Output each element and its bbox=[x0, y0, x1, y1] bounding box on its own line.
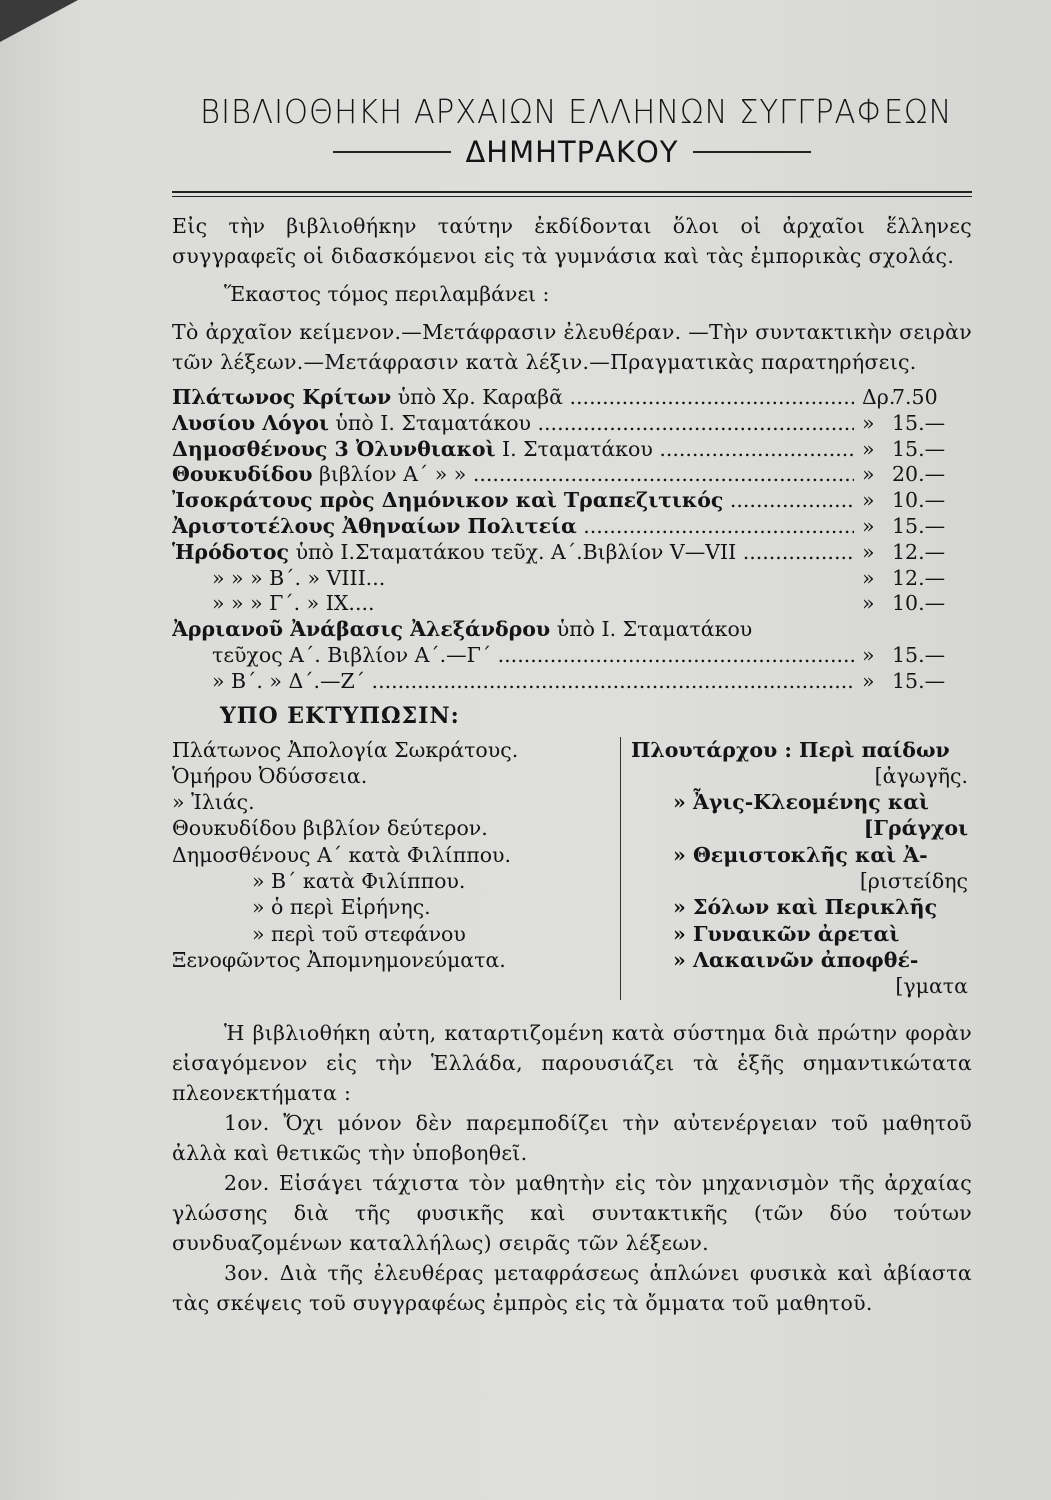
list-item: » Θεμιστοκλῆς καὶ Ἀ- bbox=[673, 842, 928, 867]
catalog-row: Ἡρόδοτος ὑπὸ Ι.Σταματάκου τεῦχ. Α΄.Βιβλίον V—VII ..... » 12.— bbox=[172, 540, 972, 566]
publisher-line bbox=[172, 135, 972, 169]
list-item: Πλάτωνος Ἀπολογία Σωκράτους. bbox=[172, 737, 519, 762]
dark-corner-mark bbox=[0, 0, 78, 42]
in-print-right-column bbox=[621, 737, 972, 1000]
contents-paragraph: Τὸ ἀρχαῖον κείμενον.—Μετάφρασιν ἐλευθέραν. —Τὴν συντακτικὴν σειρὰν τῶν λέξεων.—Μετάφρασιν κατὰ λέξιν.—Πραγματικὰς παρατηρήσεις. bbox=[172, 320, 972, 374]
list-item: Δημοσθένους Α΄ κατὰ Φιλίππου. bbox=[172, 842, 512, 867]
list-item: » ὁ περὶ Εἰρήνης. bbox=[252, 895, 431, 920]
left-dash bbox=[333, 151, 451, 153]
series-title: ΒΙΒΛΙΟΘΗΚΗ ΑΡΧΑΙΩΝ ΕΛΛΗΝΩΝ ΣΥΓΓΡΑΦΕΩΝ bbox=[200, 92, 953, 131]
catalog-list bbox=[172, 385, 972, 695]
catalog-row: Πλάτωνος Κρίτων ὑπὸ Χρ. Καραβᾶ ..... Δρ. 7.50 bbox=[172, 385, 972, 411]
list-item: [ἀγωγῆς. bbox=[874, 763, 968, 788]
list-item: Ξενοφῶντος Ἀπομνημονεύματα. bbox=[172, 947, 506, 972]
intro-paragraph: Εἰς τὴν βιβλιοθήκην ταύτην ἐκδίδονται ὅλοι οἱ ἀρχαῖοι ἕλληνες συγγραφεῖς οἱ διδασκόμενοι εἰς τὰ γυμνάσια καὶ τὰς ἐμπορικὰς σχολάς. bbox=[172, 214, 972, 268]
list-item: [γματα bbox=[895, 974, 968, 999]
publisher-name: ΔΗΜΗΤΡΑΚΟΥ bbox=[465, 135, 679, 169]
in-print-left-column bbox=[172, 737, 621, 1000]
list-item: Θουκυδίδου βιβλίον δεύτερον. bbox=[172, 816, 488, 841]
catalog-row: τεῦχος Α΄. Βιβλίον Α΄.—Γ΄ ..... » 15.— bbox=[172, 643, 972, 669]
benefits-intro: Ἡ βιβλιοθήκη αὐτη, καταρτιζομένη κατὰ σύστημα διὰ πρώτην φορὰν εἰσαγόμενον εἰς τὴν Ἑλλάδα, παρουσιάζει τὰ ἑξῆς σημαντικώτατα πλεονεκτήματα : bbox=[172, 1020, 972, 1105]
list-item: » Ἆγις-Κλεομένης καὶ bbox=[673, 790, 929, 815]
list-item: » Σόλων καὶ Περικλῆς bbox=[673, 895, 938, 920]
catalog-row: » Β΄. » Δ΄.—Ζ΄ ..... » 15.— bbox=[172, 669, 972, 695]
list-item: [Γράγχοι bbox=[863, 816, 968, 841]
document-body bbox=[172, 92, 972, 1318]
catalog-row: Θουκυδίδου βιβλίον Α΄ » » ..... » 20.— bbox=[172, 462, 972, 488]
benefit-3: 3ον. Διὰ τῆς ἐλευθέρας μεταφράσεως ἁπλώνει φυσικὰ καὶ ἀβίαστα τὰς σκέψεις τοῦ συγγραφέως ἐμπρὸς εἰς τὰ ὄμματα τοῦ μαθητοῦ. bbox=[172, 1260, 972, 1315]
list-item: Ὁμήρου Ὀδύσσεια. bbox=[172, 763, 368, 788]
catalog-row: » » » Β΄. » VIII... » 12.— bbox=[212, 565, 946, 590]
right-dash bbox=[693, 151, 811, 153]
catalog-row: Λυσίου Λόγοι ὑπὸ Ι. Σταματάκου ..... » 15.— bbox=[172, 411, 972, 437]
list-item: » Ἰλιάς. bbox=[172, 790, 255, 815]
in-print-heading: ΥΠΟ ΕΚΤΥΠΩΣΙΝ: bbox=[220, 702, 460, 729]
list-item: » Β΄ κατὰ Φιλίππου. bbox=[252, 869, 466, 894]
catalog-row: Δημοσθένους 3 Ὀλυνθιακοὶ Ι. Σταματάκου ..... » 15.— bbox=[172, 437, 972, 463]
list-item: [ριστείδης bbox=[859, 869, 968, 894]
catalog-row: Ἀριστοτέλους Ἀθηναίων Πολιτεία ..... » 15.— bbox=[172, 514, 972, 540]
benefit-1: 1ον. Ὄχι μόνον δὲν παρεμποδίζει τὴν αὐτενέργειαν τοῦ μαθητοῦ ἀλλὰ καὶ θετικῶς τὴν ὑποβοηθεῖ. bbox=[172, 1110, 972, 1165]
list-item: Πλουτάρχου : Περὶ παίδων bbox=[631, 737, 950, 762]
list-item: » περὶ τοῦ στεφάνου bbox=[252, 921, 466, 946]
catalog-row: » » » Γ΄. » IX.... » 10.— bbox=[212, 591, 946, 616]
header-rule bbox=[172, 191, 972, 197]
in-print-columns bbox=[172, 737, 972, 1000]
each-volume-heading: Ἕκαστος τόμος περιλαμβάνει : bbox=[224, 282, 550, 306]
benefit-2: 2ον. Εἰσάγει τάχιστα τὸν μαθητὴν εἰς τὸν μηχανισμὸν τῆς ἀρχαίας γλώσσης διὰ τῆς φυσικῆς καὶ συντακτικῆς (τῶν δύο τούτων συνδυαζομένων καταλλήλως) σειρᾶς τῶν λέξεων. bbox=[172, 1170, 972, 1255]
catalog-row: Ἰσοκράτους πρὸς Δημόνικον καὶ Τραπεζιτικός ..... » 10.— bbox=[172, 488, 972, 514]
list-item: » Γυναικῶν ἀρεταὶ bbox=[673, 921, 900, 946]
list-item: » Λακαινῶν ἀποφθέ- bbox=[673, 947, 919, 972]
catalog-row-arrian: Ἀρριανοῦ Ἀνάβασις Ἀλεξάνδρου ὑπὸ Ι. Σταματάκου bbox=[172, 617, 753, 642]
benefits-section bbox=[172, 1018, 972, 1318]
